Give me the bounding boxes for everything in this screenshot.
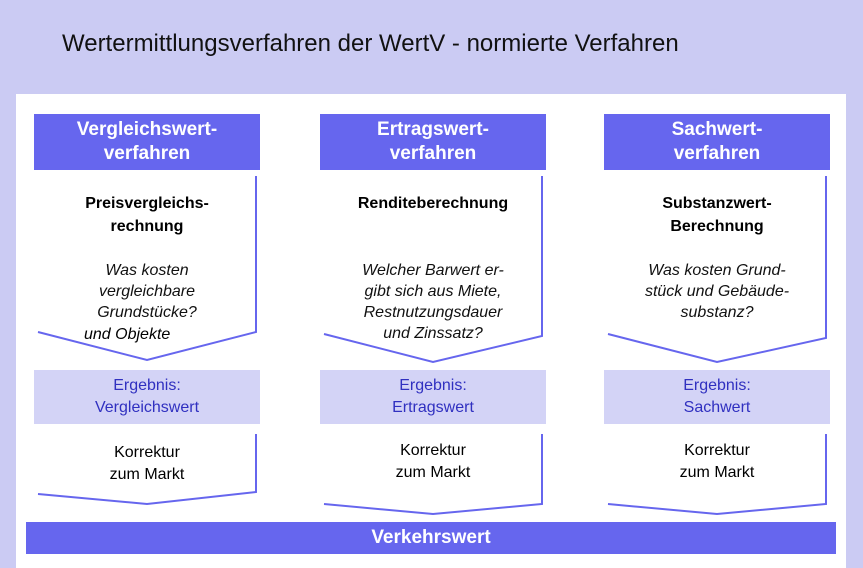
question-sachwert: Was kosten Grund- stück und Gebäude- substanz? [644,262,790,321]
column-vergleichswert [34,94,260,568]
verkehrswert-bar: Verkehrswert [26,522,836,554]
question-vergleichswert: Was kosten vergleichbare Grundstücke? [97,262,197,321]
result-sachwert: Ergebnis: Sachwert [604,370,830,424]
column-sachwert [604,94,830,568]
diagram-panel [16,94,846,568]
correction-ertragswert: Korrektur zum Markt [395,442,471,481]
column-ertragswert [320,94,546,568]
question-ertragswert: Welcher Barwert er- gibt sich aus Miete, Restnutzungsdauer und Zinssatz? [362,262,504,342]
correction-vergleichswert: Korrektur zum Markt [109,444,185,483]
calculation-type-vergleichswert: Preisvergleichs- rechnung [85,195,209,235]
question-extra-vergleichswert: und Objekte [84,326,171,343]
page-title: Wertermittlungsverfahren der WertV - normierte Verfahren [62,30,679,57]
result-vergleichswert: Ergebnis: Vergleichswert [34,370,260,424]
calculation-type-sachwert: Substanzwert- Berechnung [662,195,772,235]
correction-sachwert: Korrektur zum Markt [679,442,755,481]
method-header-sachwert: Sachwert- verfahren [604,114,830,170]
calculation-type-ertragswert: Renditeberechnung [357,195,509,212]
result-ertragswert: Ergebnis: Ertragswert [320,370,546,424]
method-header-vergleichswert: Vergleichswert- verfahren [34,114,260,170]
method-header-ertragswert: Ertragswert- verfahren [320,114,546,170]
